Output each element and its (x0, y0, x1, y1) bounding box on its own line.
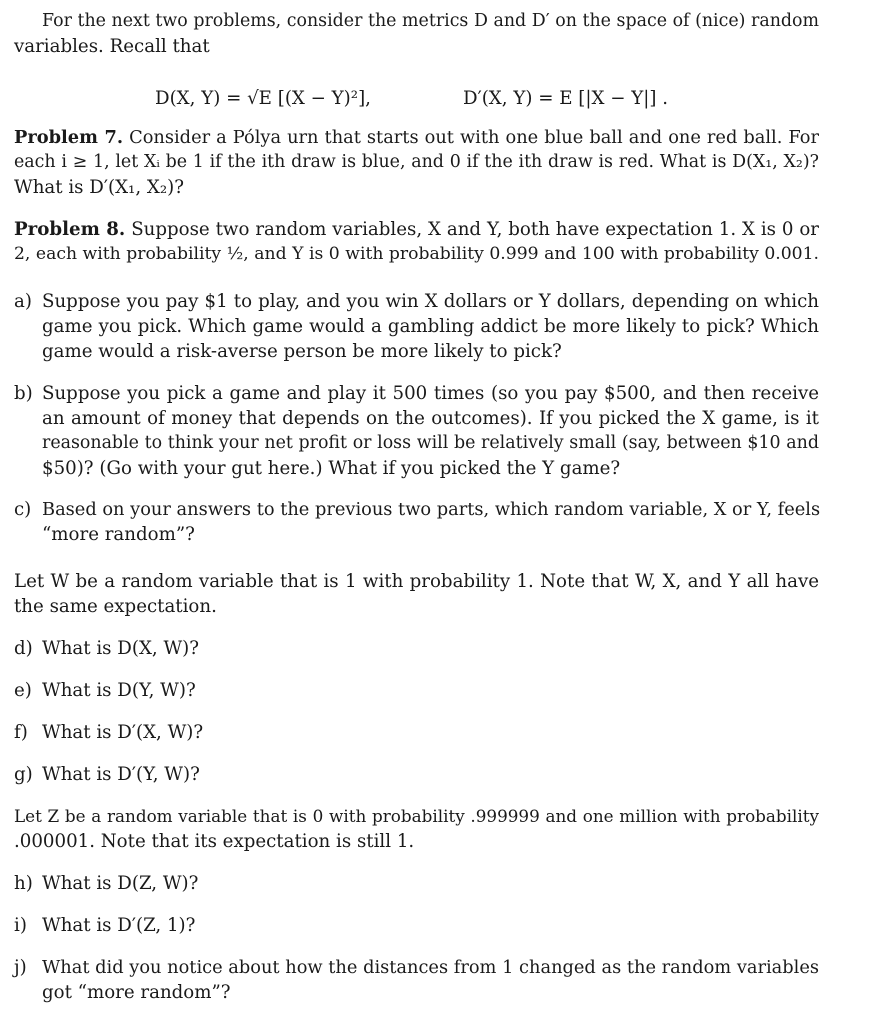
problem-8-line-1 (14, 217, 819, 242)
part-f-label: f) (14, 722, 28, 743)
problem-7-text-1: Consider a Pólya urn that starts out with one blue ball and one red ball. For (129, 127, 819, 148)
part-c-label: c) (14, 499, 32, 520)
part-d-text: What is D(X, W)? (42, 638, 200, 659)
problem-7-line-1 (14, 125, 819, 150)
part-i-label: i) (14, 915, 27, 936)
problem-7-title: Problem 7. (14, 127, 124, 148)
part-b-line-3: reasonable to think your net profit or loss will be relatively small (say, between $10 and (42, 433, 819, 453)
part-e-label: e) (14, 680, 32, 701)
intro-line-2: variables. Recall that (14, 36, 210, 57)
part-d-label: d) (14, 638, 33, 659)
part-i-text: What is D′(Z, 1)? (42, 915, 196, 936)
w-intro-line-1: Let W be a random variable that is 1 with probability 1. Note that W, X, and Y all have (14, 571, 819, 592)
part-g-label: g) (14, 764, 33, 785)
part-a-label: a) (14, 291, 32, 312)
part-b-label: b) (14, 383, 33, 404)
part-b-line-4: $50)? (Go with your gut here.) What if you picked the Y game? (42, 458, 621, 479)
part-j-line-1: What did you notice about how the distances from 1 changed as the random variables (42, 957, 819, 978)
problem-8-title: Problem 8. (14, 219, 126, 240)
part-b-line-2: an amount of money that depends on the outcomes). If you picked the X game, is it (42, 408, 819, 429)
part-h-label: h) (14, 873, 33, 894)
equation-d: D(X, Y) = √E [(X − Y)²], (155, 88, 371, 109)
part-c-line-2: “more random”? (42, 524, 195, 545)
part-h-text: What is D(Z, W)? (42, 873, 199, 894)
part-b-line-1: Suppose you pick a game and play it 500 times (so you pay $500, and then receive (42, 383, 819, 404)
part-c-line-1: Based on your answers to the previous two parts, which random variable, X or Y, feels (42, 499, 821, 520)
part-a-line-1: Suppose you pay $1 to play, and you win X dollars or Y dollars, depending on which (42, 291, 819, 312)
problem-8-line-2: 2, each with probability ½, and Y is 0 with probability 0.999 and 100 with probability 0.001. (14, 244, 819, 264)
problem-7-line-3: What is D′(X₁, X₂)? (14, 177, 184, 198)
part-j-line-2: got “more random”? (42, 982, 231, 1003)
part-a-line-2: game you pick. Which game would a gambling addict be more likely to pick? Which (42, 316, 819, 337)
part-j-label: j) (14, 957, 27, 978)
w-intro-line-2: the same expectation. (14, 596, 217, 617)
problem-7-line-2: each i ≥ 1, let Xᵢ be 1 if the ith draw is blue, and 0 if the ith draw is red. What is D(X₁, X₂)? (14, 152, 819, 172)
intro-line-1: For the next two problems, consider the metrics D and D′ on the space of (nice) random (42, 11, 819, 31)
equation-d-prime: D′(X, Y) = E [|X − Y|] . (463, 88, 669, 109)
part-f-text: What is D′(X, W)? (42, 722, 204, 743)
problem-8-text-1: Suppose two random variables, X and Y, both have expectation 1. X is 0 or (131, 219, 820, 240)
part-g-text: What is D′(Y, W)? (42, 764, 200, 785)
z-intro-line-1: Let Z be a random variable that is 0 with probability .999999 and one million with probability (14, 806, 819, 826)
part-e-text: What is D(Y, W)? (42, 680, 196, 701)
z-intro-line-2: .000001. Note that its expectation is still 1. (14, 831, 415, 852)
part-a-line-3: game would a risk-averse person be more likely to pick? (42, 341, 562, 362)
